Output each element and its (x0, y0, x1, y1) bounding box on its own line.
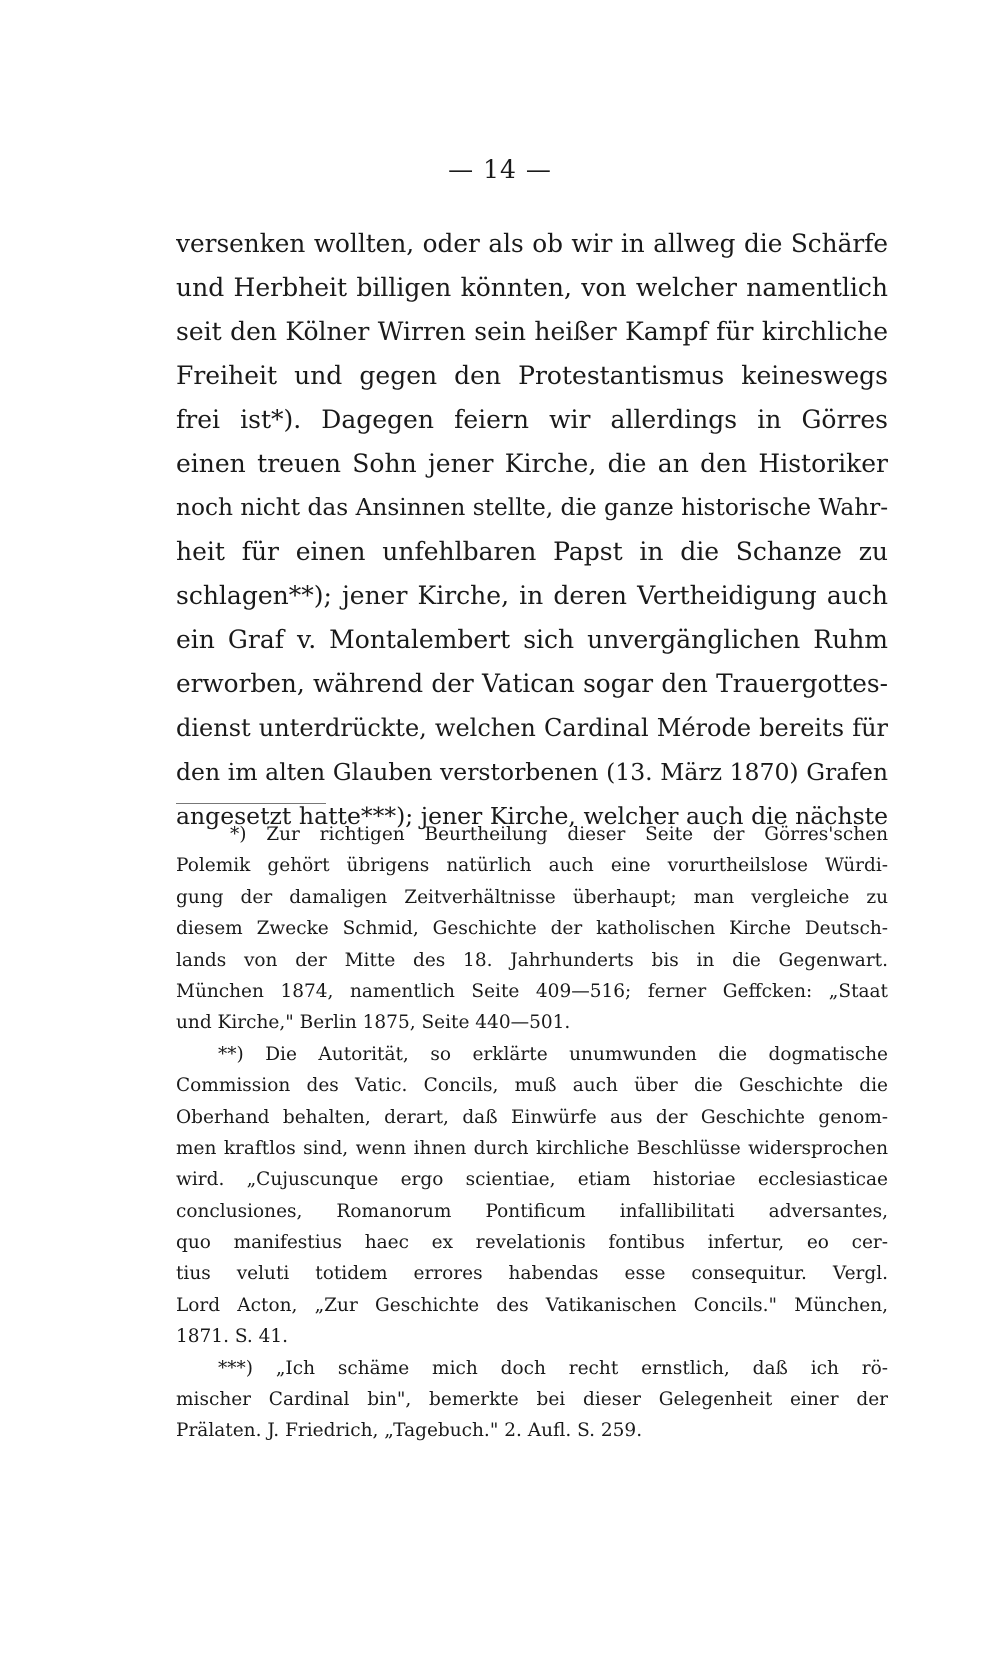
page-number: — 14 — (448, 155, 552, 184)
footnote-line: ***) „Ich schäme mich doch recht ernstlich, daß ich rö- (218, 1357, 888, 1379)
footnote-line: **) Die Autorität, so erklärte unumwunden die dogmatische (218, 1043, 888, 1065)
footnote-line: gung der damaligen Zeitverhältnisse überhaupt; man vergleiche zu (176, 886, 888, 908)
text-line: heit für einen unfehlbaren Papst in die Schanze zu (176, 537, 888, 566)
footnote-line: und Kirche," Berlin 1875, Seite 440—501. (176, 1012, 571, 1034)
main-text-block (176, 222, 888, 838)
text-line: seit den Kölner Wirren sein heißer Kampf für kirchliche (176, 317, 888, 346)
text-line: den im alten Glauben verstorbenen (13. März 1870) Grafen (176, 758, 888, 786)
text-line: einen treuen Sohn jener Kirche, die an den Historiker (176, 449, 888, 478)
text-line: schlagen**); jener Kirche, in deren Vertheidigung auch (176, 581, 888, 610)
footnote-line: mischer Cardinal bin", bemerkte bei dieser Gelegenheit einer der (176, 1389, 888, 1411)
text-line: noch nicht das Ansinnen stellte, die ganze historische Wahr- (176, 494, 888, 521)
footnote-line: quo manifestius haec ex revelationis fontibus infertur, eo cer- (176, 1232, 888, 1254)
text-line: erworben, während der Vatican sogar den Trauergottes- (176, 669, 888, 698)
text-line: versenken wollten, oder als ob wir in allweg die Schärfe (176, 229, 888, 258)
footnotes-block (176, 819, 888, 1447)
text-line: dienst unterdrückte, welchen Cardinal Mérode bereits für (176, 714, 888, 742)
footnote-line: Oberhand behalten, derart, daß Einwürfe aus der Geschichte genom- (176, 1106, 888, 1128)
footnote-line: tius veluti totidem errores habendas esse consequitur. Vergl. (176, 1263, 888, 1285)
text-line: und Herbheit billigen könnten, von welcher namentlich (176, 273, 888, 302)
text-line: angesetzt hatte***); jener Kirche, welcher auch die nächste (176, 802, 888, 830)
footnote-line: wird. „Cujuscunque ergo scientiae, etiam historiae ecclesiasticae (176, 1169, 888, 1191)
footnote-line: München 1874, namentlich Seite 409—516; ferner Geffcken: „Staat (176, 980, 888, 1002)
footnote-line: Prälaten. J. Friedrich, „Tagebuch." 2. Aufl. S. 259. (176, 1420, 643, 1442)
footnote-line: conclusiones, Romanorum Pontificum infallibilitati adversantes, (176, 1200, 888, 1222)
footnote-line: diesem Zwecke Schmid, Geschichte der katholischen Kirche Deutsch- (176, 918, 888, 940)
footnote-line: men kraftlos sind, wenn ihnen durch kirchliche Beschlüsse widersprochen (176, 1137, 888, 1159)
footnote-line: *) Zur richtigen Beurtheilung dieser Seite der Görres'schen (230, 824, 888, 845)
footnote-line: Commission des Vatic. Concils, muß auch über die Geschichte die (176, 1075, 888, 1097)
footnote-line: 1871. S. 41. (176, 1326, 289, 1348)
text-line: ein Graf v. Montalembert sich unvergänglichen Ruhm (176, 625, 888, 654)
footnote-line: lands von der Mitte des 18. Jahrhunderts bis in die Gegenwart. (176, 949, 888, 971)
footnote-divider (176, 803, 326, 804)
text-line: Freiheit und gegen den Protestantismus keineswegs (176, 361, 888, 390)
footnote-line: Polemik gehört übrigens natürlich auch eine vorurtheilslose Würdi- (176, 855, 888, 877)
text-line: frei ist*). Dagegen feiern wir allerdings in Görres (176, 405, 888, 434)
footnote-line: Lord Acton, „Zur Geschichte des Vatikanischen Concils." München, (176, 1294, 888, 1316)
